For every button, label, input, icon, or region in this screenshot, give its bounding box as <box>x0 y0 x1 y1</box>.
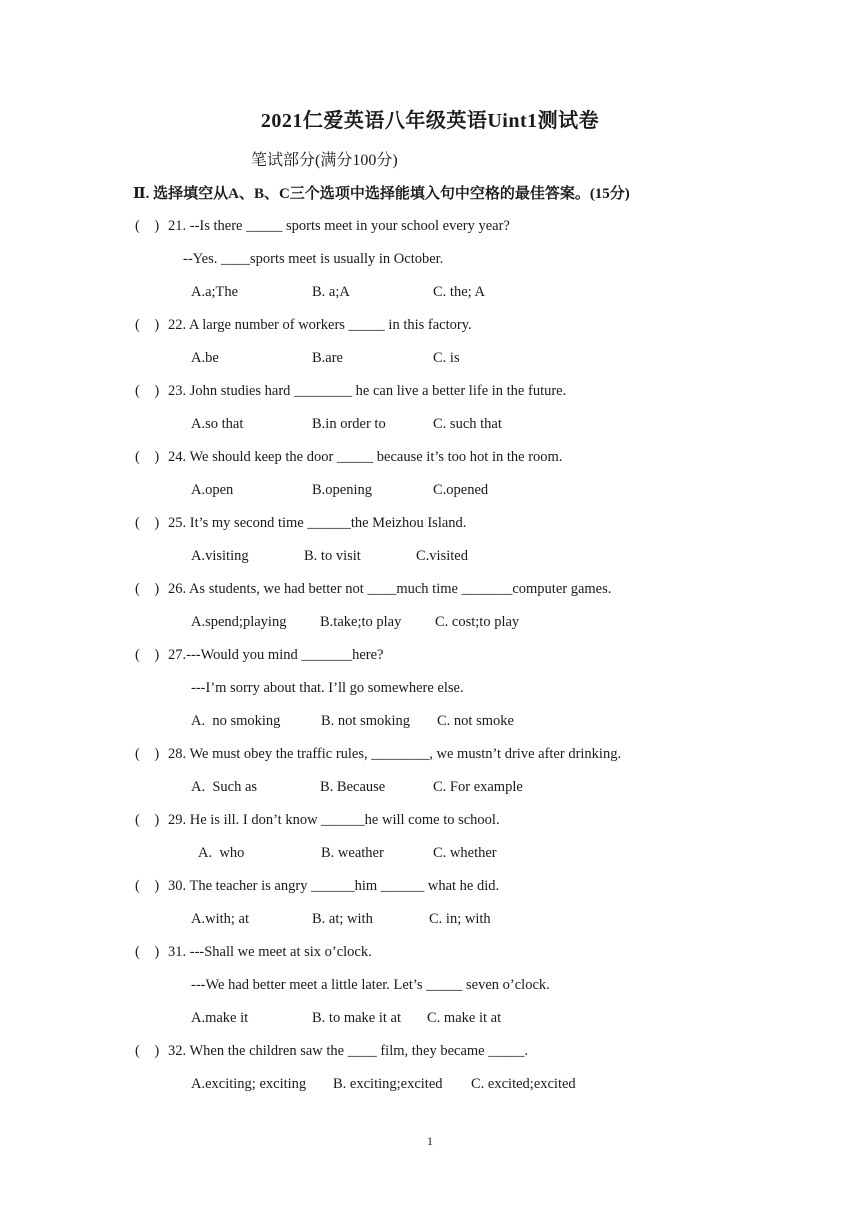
question-item <box>0 942 860 975</box>
answer-blank[interactable]: ( ) <box>135 581 160 597</box>
option-b[interactable]: B.opening <box>312 482 373 498</box>
question-text: 21. --Is there _____ sports meet in your school every year? <box>168 218 510 234</box>
answer-blank[interactable]: ( ) <box>135 647 160 663</box>
option-a[interactable]: A. Such as <box>191 779 258 795</box>
question-text: 30. The teacher is angry ______him ______ what he did. <box>168 878 500 894</box>
option-b[interactable]: B.are <box>312 350 343 366</box>
question-text: 27.---Would you mind _______here? <box>168 647 384 663</box>
options-row <box>0 612 860 645</box>
question-text: 32. When the children saw the ____ film, they became _____. <box>168 1043 529 1059</box>
answer-blank[interactable]: ( ) <box>135 317 160 333</box>
option-b[interactable]: B. not smoking <box>321 713 411 729</box>
option-b[interactable]: B. weather <box>321 845 384 861</box>
option-a[interactable]: A.with; at <box>191 911 249 927</box>
question-item <box>0 513 860 546</box>
answer-blank[interactable]: ( ) <box>135 449 160 465</box>
option-a[interactable]: A.make it <box>191 1010 249 1026</box>
question-item <box>0 579 860 612</box>
dialogue-text: --Yes. ____sports meet is usually in October. <box>183 251 444 267</box>
answer-blank[interactable]: ( ) <box>135 878 160 894</box>
dialogue-line <box>0 678 860 711</box>
option-c[interactable]: C.visited <box>416 548 468 564</box>
options-row <box>0 348 860 381</box>
dialogue-line <box>0 975 860 1008</box>
option-c[interactable]: C. make it at <box>427 1010 502 1026</box>
answer-blank[interactable]: ( ) <box>135 383 160 399</box>
question-text: 23. John studies hard ________ he can live a better life in the future. <box>168 383 567 399</box>
answer-blank[interactable]: ( ) <box>135 812 160 828</box>
question-item <box>0 447 860 480</box>
page-number: 1 <box>427 1134 433 1148</box>
question-item <box>0 216 860 249</box>
question-text: 31. ---Shall we meet at six o’clock. <box>168 944 372 960</box>
answer-blank[interactable]: ( ) <box>135 515 160 531</box>
option-b[interactable]: B. to visit <box>304 548 361 564</box>
dialogue-text: ---I’m sorry about that. I’ll go somewhere else. <box>191 680 464 696</box>
option-c[interactable]: C. excited;excited <box>471 1076 576 1092</box>
question-item <box>0 645 860 678</box>
question-text: 28. We must obey the traffic rules, ________, we mustn’t drive after drinking. <box>168 746 622 762</box>
answer-blank[interactable]: ( ) <box>135 746 160 762</box>
option-a[interactable]: A.exciting; exciting <box>191 1076 307 1092</box>
option-c[interactable]: C.opened <box>433 482 489 498</box>
option-a[interactable]: A.be <box>191 350 219 366</box>
options-row <box>0 711 860 744</box>
option-b[interactable]: B. a;A <box>312 284 350 300</box>
answer-blank[interactable]: ( ) <box>135 218 160 234</box>
question-text: 29. He is ill. I don’t know ______he will come to school. <box>168 812 500 828</box>
question-item <box>0 381 860 414</box>
option-a[interactable]: A. no smoking <box>191 713 281 729</box>
options-row <box>0 843 860 876</box>
page-subtitle: 笔试部分(满分100分) <box>251 152 398 169</box>
options-row <box>0 414 860 447</box>
option-a[interactable]: A. who <box>198 845 245 861</box>
option-c[interactable]: C. For example <box>433 779 523 795</box>
option-b[interactable]: B.take;to play <box>320 614 402 630</box>
answer-blank[interactable]: ( ) <box>135 944 160 960</box>
question-item <box>0 744 860 777</box>
option-b[interactable]: B. Because <box>320 779 386 795</box>
answer-blank[interactable]: ( ) <box>135 1043 160 1059</box>
question-text: 25. It’s my second time ______the Meizhou Island. <box>168 515 467 531</box>
options-row <box>0 909 860 942</box>
section-heading: Ⅱ. 选择填空从A、B、C三个选项中选择能填入句中空格的最佳答案。(15分) <box>133 186 630 202</box>
question-text: 24. We should keep the door _____ because it’s too hot in the room. <box>168 449 563 465</box>
option-a[interactable]: A.visiting <box>191 548 249 564</box>
options-row <box>0 480 860 513</box>
question-text: 26. As students, we had better not ____much time _______computer games. <box>168 581 612 597</box>
dialogue-line <box>0 249 860 282</box>
option-a[interactable]: A.spend;playing <box>191 614 287 630</box>
option-a[interactable]: A.open <box>191 482 234 498</box>
question-item <box>0 315 860 348</box>
option-a[interactable]: A.so that <box>191 416 244 432</box>
option-c[interactable]: C. not smoke <box>437 713 514 729</box>
option-c[interactable]: C. the; A <box>433 284 485 300</box>
page-title: 2021仁爱英语八年级英语Uint1测试卷 <box>260 110 600 132</box>
options-row <box>0 777 860 810</box>
option-b[interactable]: B. at; with <box>312 911 373 927</box>
option-c[interactable]: C. whether <box>433 845 497 861</box>
option-a[interactable]: A.a;The <box>191 284 239 300</box>
options-row <box>0 1074 860 1107</box>
options-row <box>0 546 860 579</box>
question-list <box>0 216 860 1107</box>
option-b[interactable]: B. to make it at <box>312 1010 401 1026</box>
option-b[interactable]: B. exciting;excited <box>333 1076 443 1092</box>
option-c[interactable]: C. cost;to play <box>435 614 520 630</box>
option-b[interactable]: B.in order to <box>312 416 386 432</box>
option-c[interactable]: C. is <box>433 350 460 366</box>
options-row <box>0 1008 860 1041</box>
option-c[interactable]: C. such that <box>433 416 502 432</box>
options-row <box>0 282 860 315</box>
question-item <box>0 810 860 843</box>
question-item <box>0 1041 860 1074</box>
question-text: 22. A large number of workers _____ in this factory. <box>168 317 472 333</box>
question-item <box>0 876 860 909</box>
dialogue-text: ---We had better meet a little later. Let’s _____ seven o’clock. <box>191 977 550 993</box>
option-c[interactable]: C. in; with <box>429 911 491 927</box>
